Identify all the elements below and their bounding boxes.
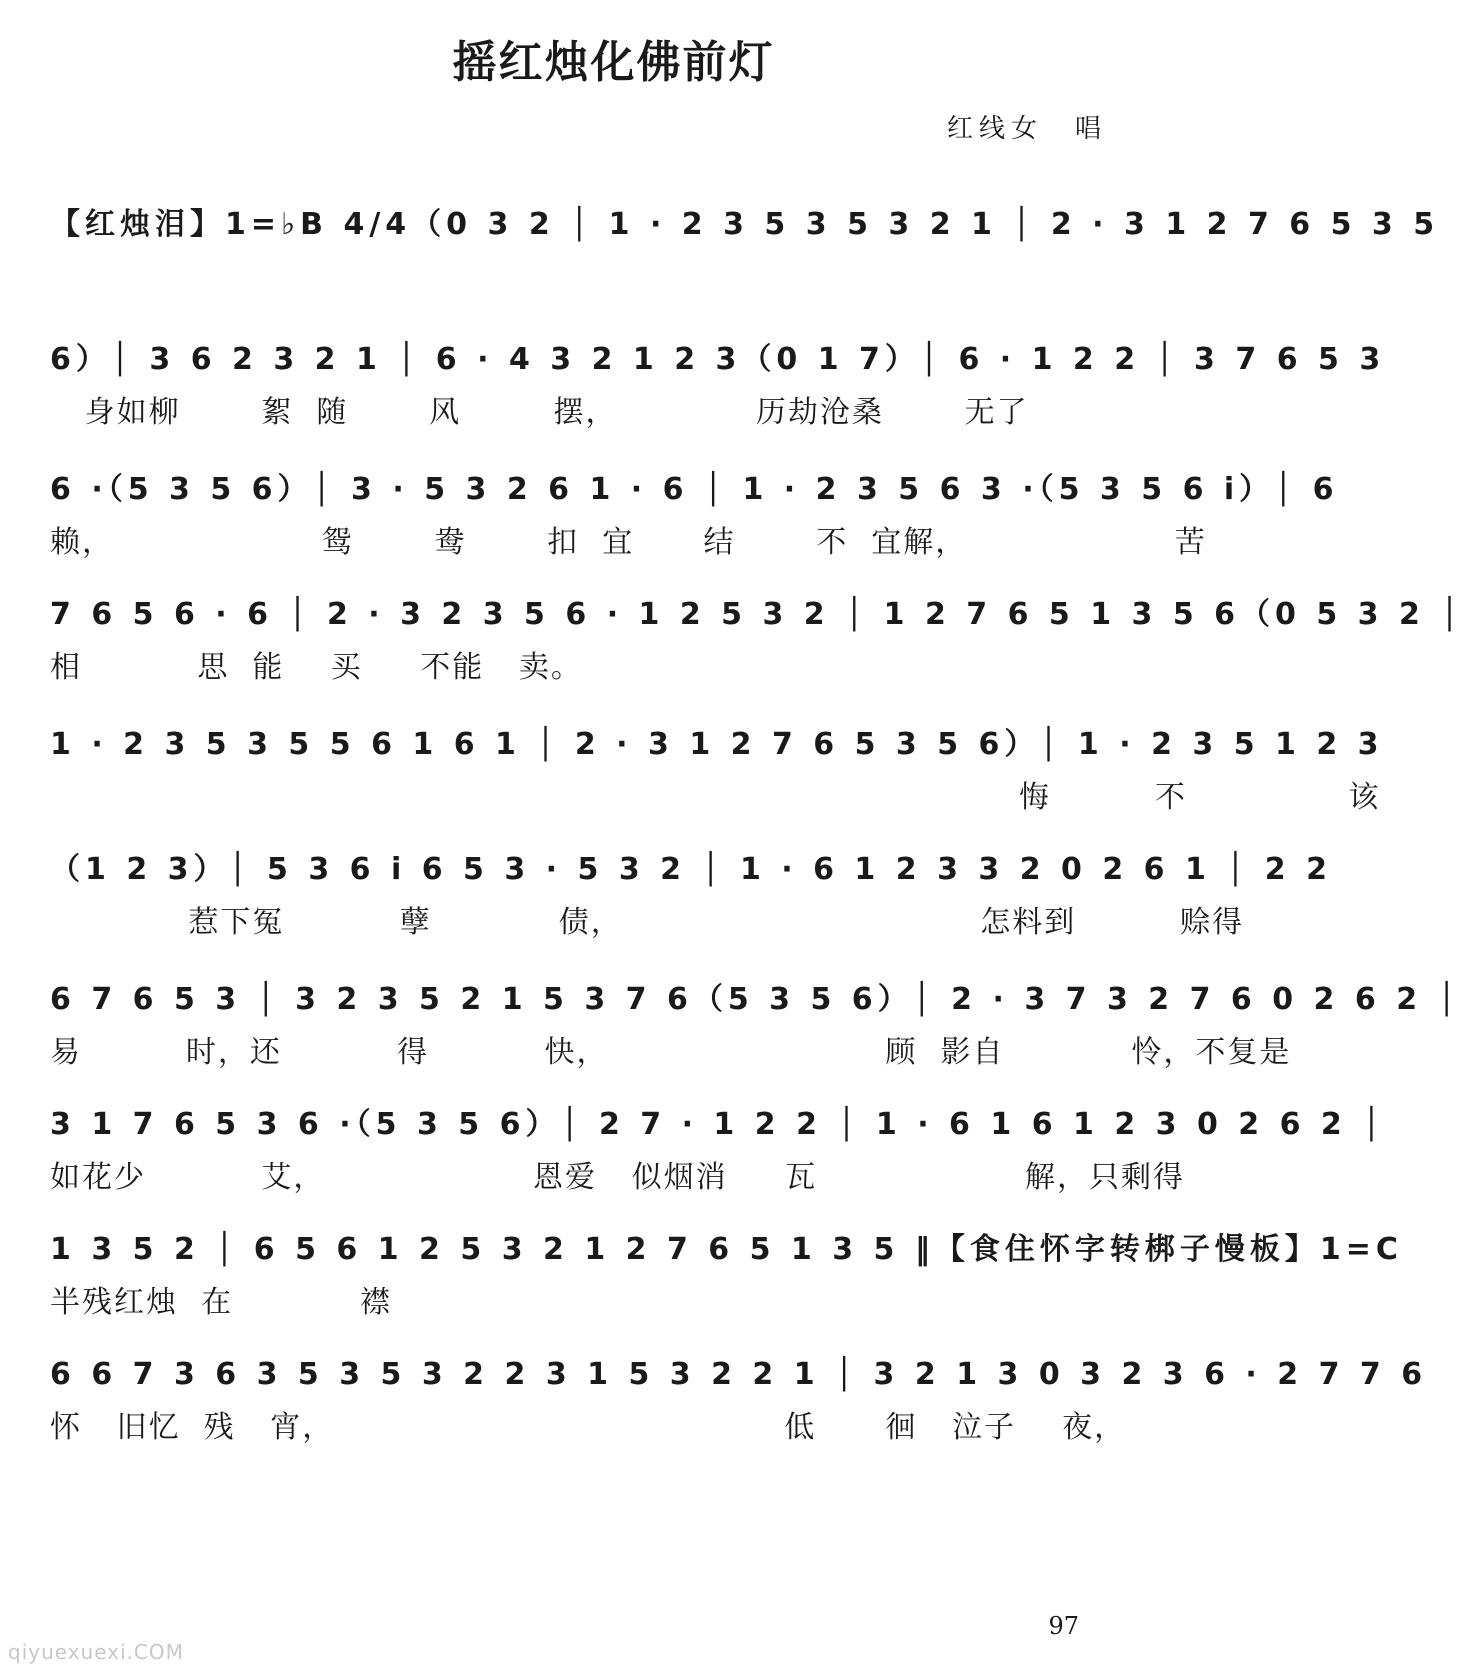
notation-line: 3 1 7 6 5 3 6 ·（5 3 5 6）│ 2 7 · 1 2 2 │ 1 · 6 1 6 1 2 3 0 2 6 2 │	[50, 1107, 1386, 1142]
notation-line: 6 7 6 5 3 │ 3 2 3 5 2 1 5 3 7 6（5 3 5 6）│ 2 · 3 7 3 2 7 6 0 2 6 2 │	[50, 982, 1461, 1017]
notation-line: （1 2 3）│ 5 3 6 i 6 5 3 · 5 3 2 │ 1 · 6 1 2 3 3 2 0 2 6 1 │ 2 2	[50, 852, 1332, 887]
notation-line: 1 3 5 2 │ 6 5 6 1 2 5 3 2 1 2 7 6 5 1 3 5 ‖【食住怀字转梆子慢板】1=C	[50, 1232, 1403, 1267]
notation-line: 6 6 7 3 6 3 5 3 5 3 2 2 3 1 5 3 2 2 1 │ 3 2 1 3 0 3 2 3 6 · 2 7 7 6	[50, 1357, 1428, 1392]
lyrics-line: 易 时，还 得 快， 顾 影自 怜，不复是	[50, 1035, 1292, 1070]
notation-line: 7 6 5 6 · 6 │ 2 · 3 2 3 5 6 · 1 2 5 3 2 │ 1 2 7 6 5 1 3 5 6（0 5 3 2 │	[50, 597, 1463, 632]
lyrics-line: 惹下冤 孽 债， 怎料到 赊得	[50, 905, 1245, 940]
page-number: 97	[1048, 1612, 1079, 1640]
lyrics-line: 半残红烛 在 襟	[50, 1285, 392, 1320]
lyrics-line: 身如柳 絮 随 风 摆， 历劫沧桑 无了	[50, 395, 1029, 430]
page-title: 摇红烛化佛前灯	[452, 37, 775, 88]
notation-line: 6 ·（5 3 5 6）│ 3 · 5 3 2 6 1 · 6 │ 1 · 2 3 5 6 3 ·（5 3 5 6 i）│ 6	[50, 472, 1339, 507]
notation-line: 1 · 2 3 5 3 5 5 6 1 6 1 │ 2 · 3 1 2 7 6 5 3 5 6）│ 1 · 2 3 5 1 2 3	[50, 727, 1384, 762]
lyrics-line: 如花少 艾， 恩爱 似烟消 瓦 解，只剩得	[50, 1160, 1185, 1195]
lyrics-line: 悔 不 该	[50, 780, 1381, 815]
watermark: qiyuexuexi.COM	[8, 1640, 184, 1664]
lyrics-line: 赖， 鸳 鸯 扣 宜 结 不 宜解， 苦	[50, 525, 1207, 560]
notation-line: 6）│ 3 6 2 3 2 1 │ 6 · 4 3 2 1 2 3（0 1 7）│ 6 · 1 2 2 │ 3 7 6 5 3	[50, 342, 1386, 377]
lyrics-line: 相 思 能 买 不能 卖。	[50, 650, 583, 685]
notation-line: 【红烛泪】1=♭B 4/4（0 3 2 │ 1 · 2 3 5 3 5 3 2 1 │ 2 · 3 1 2 7 6 5 3 5	[50, 207, 1440, 242]
lyrics-line: 怀 旧忆 残 宵， 低 徊 泣子 夜，	[50, 1410, 1127, 1445]
singer-credit: 红线女 唱	[946, 114, 1107, 144]
